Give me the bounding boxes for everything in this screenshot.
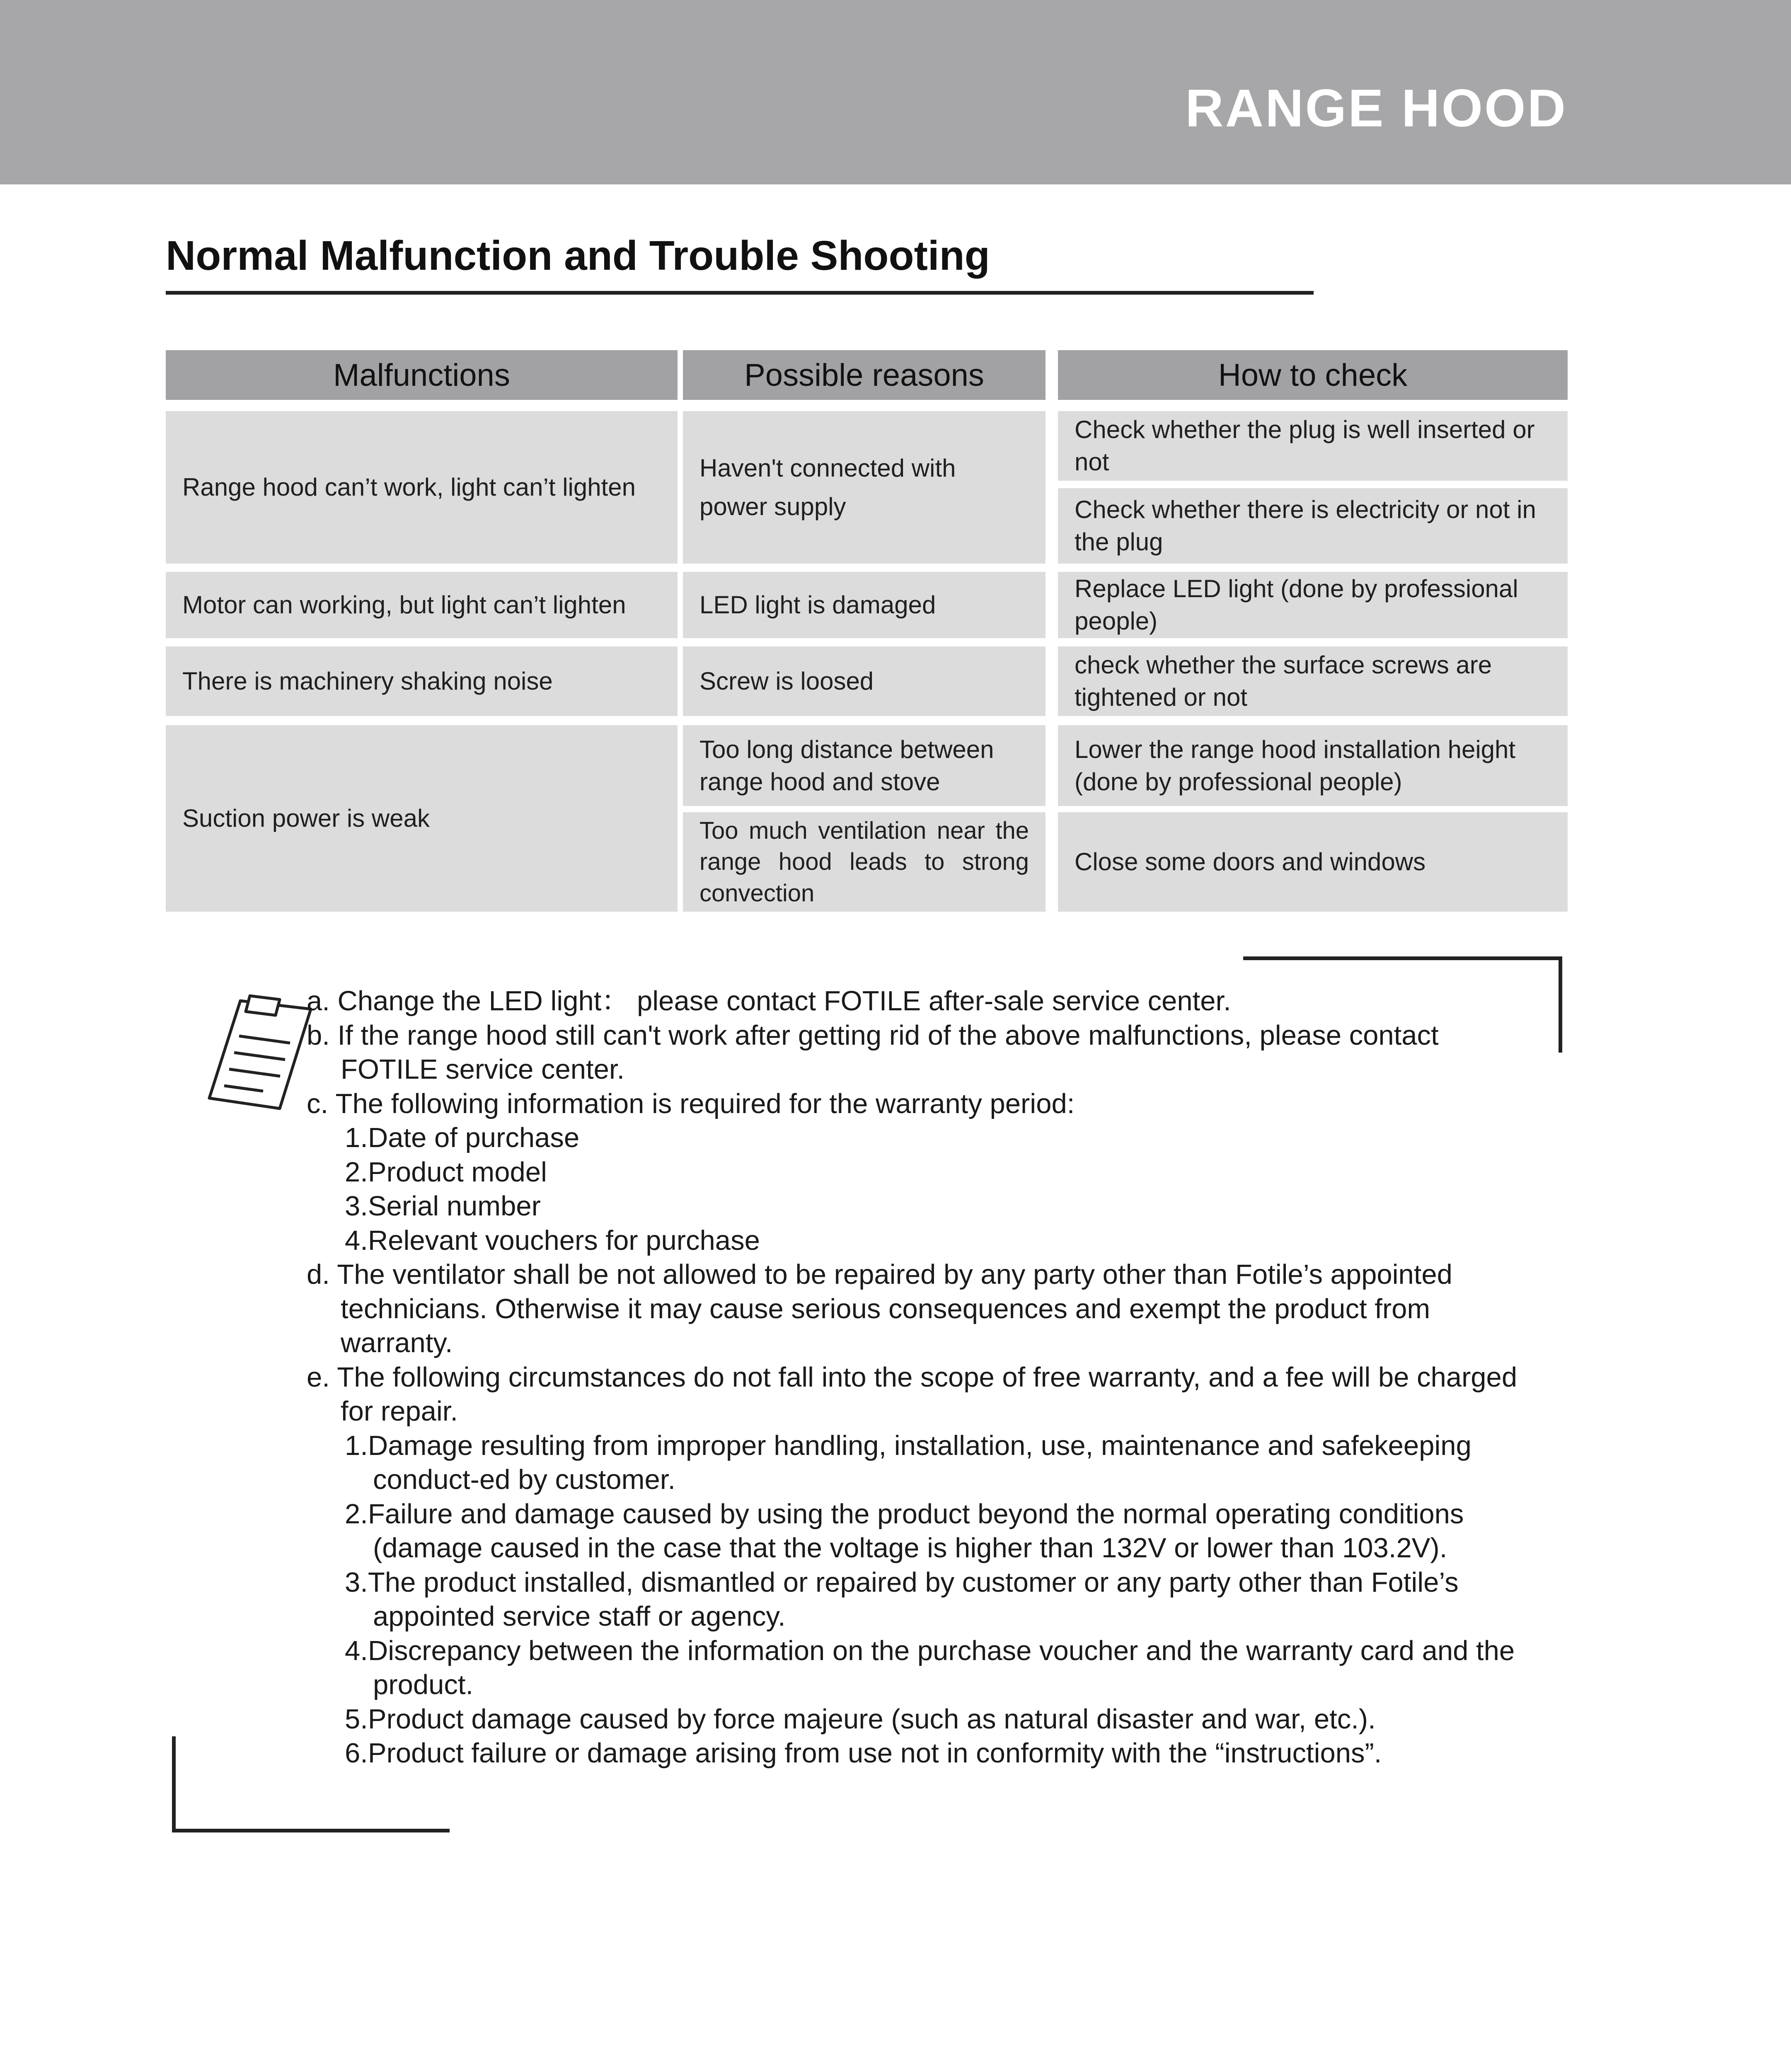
note-e-item: 2.Failure and damage caused by using the product beyond the normal operating conditions (damage caused in the case that the voltage is higher than 132V or lower than 103.2V).	[345, 1498, 1464, 1564]
note-e-item: 4.Discrepancy between the information on the purchase voucher and the warranty card and the product.	[345, 1635, 1515, 1700]
check-cell-4: check whether the surface screws are tightened or not	[1058, 646, 1568, 716]
note-a: a. Change the LED light： please contact FOTILE after-sale service center.	[307, 985, 1231, 1017]
malfunction-cell-4: Suction power is weak	[166, 725, 678, 912]
note-bracket-top-side	[1559, 956, 1562, 1053]
header-malfunctions: Malfunctions	[166, 350, 678, 400]
note-d: d. The ventilator shall be not allowed to be repaired by any party other than Fotile’s appointed technicians. Otherwise it may cause serious consequences and exempt the product from warranty.	[307, 1259, 1452, 1358]
check-cell-2: Check whether there is electricity or not in the plug	[1058, 488, 1568, 564]
note-e-item: 3.The product installed, dismantled or repaired by customer or any party other than Fotile’s appointed service staff or agency.	[345, 1566, 1459, 1632]
note-c: c. The following information is required for the warranty period:	[307, 1088, 1075, 1119]
reason-cell-2: LED light is damaged	[683, 572, 1046, 638]
notes-block	[307, 984, 1529, 1771]
note-c-item: 3.Serial number	[345, 1191, 541, 1222]
note-bracket-bottom	[172, 1829, 450, 1832]
header-how-to-check: How to check	[1058, 350, 1568, 400]
note-bracket-bottom-side	[172, 1736, 176, 1832]
note-c-item: 1.Date of purchase	[345, 1122, 580, 1153]
reason-cell-4: Too long distance between range hood and stove	[683, 725, 1046, 806]
header-possible-reasons: Possible reasons	[683, 350, 1046, 400]
malfunction-cell-1: Range hood can’t work, light can’t lighten	[166, 411, 678, 564]
check-cell-5: Lower the range hood installation height (done by professional people)	[1058, 725, 1568, 806]
malfunction-cell-2: Motor can working, but light can’t lighten	[166, 572, 678, 638]
section-title-underline	[166, 291, 1314, 295]
clipboard-note-icon	[201, 992, 317, 1113]
note-e: e. The following circumstances do not fall into the scope of free warranty, and a fee will be charged for repair.	[307, 1361, 1518, 1427]
malfunction-cell-3: There is machinery shaking noise	[166, 646, 678, 716]
note-b: b. If the range hood still can't work after getting rid of the above malfunctions, please contact FOTILE service center.	[307, 1019, 1439, 1085]
check-cell-6: Close some doors and windows	[1058, 812, 1568, 912]
note-e-item: 6.Product failure or damage arising from use not in conformity with the “instructions”.	[345, 1738, 1382, 1769]
note-c-item: 4.Relevant vouchers for purchase	[345, 1225, 760, 1256]
note-e-item: 1.Damage resulting from improper handling, installation, use, maintenance and safekeeping conduct-ed by customer.	[345, 1430, 1472, 1495]
check-cell-1: Check whether the plug is well inserted or not	[1058, 411, 1568, 481]
note-e-item: 5.Product damage caused by force majeure (such as natural disaster and war, etc.).	[345, 1703, 1376, 1735]
note-c-item: 2.Product model	[345, 1156, 547, 1188]
header-title: RANGE HOOD	[1185, 79, 1567, 138]
note-bracket-top	[1243, 956, 1562, 960]
reason-cell-1: Haven't connected with power supply	[683, 411, 1046, 564]
section-title: Normal Malfunction and Trouble Shooting	[166, 232, 990, 279]
check-cell-3: Replace LED light (done by professional people)	[1058, 572, 1568, 638]
reason-cell-5: Too much ventilation near the range hood leads to strong convection	[683, 812, 1046, 912]
reason-cell-3: Screw is loosed	[683, 646, 1046, 716]
